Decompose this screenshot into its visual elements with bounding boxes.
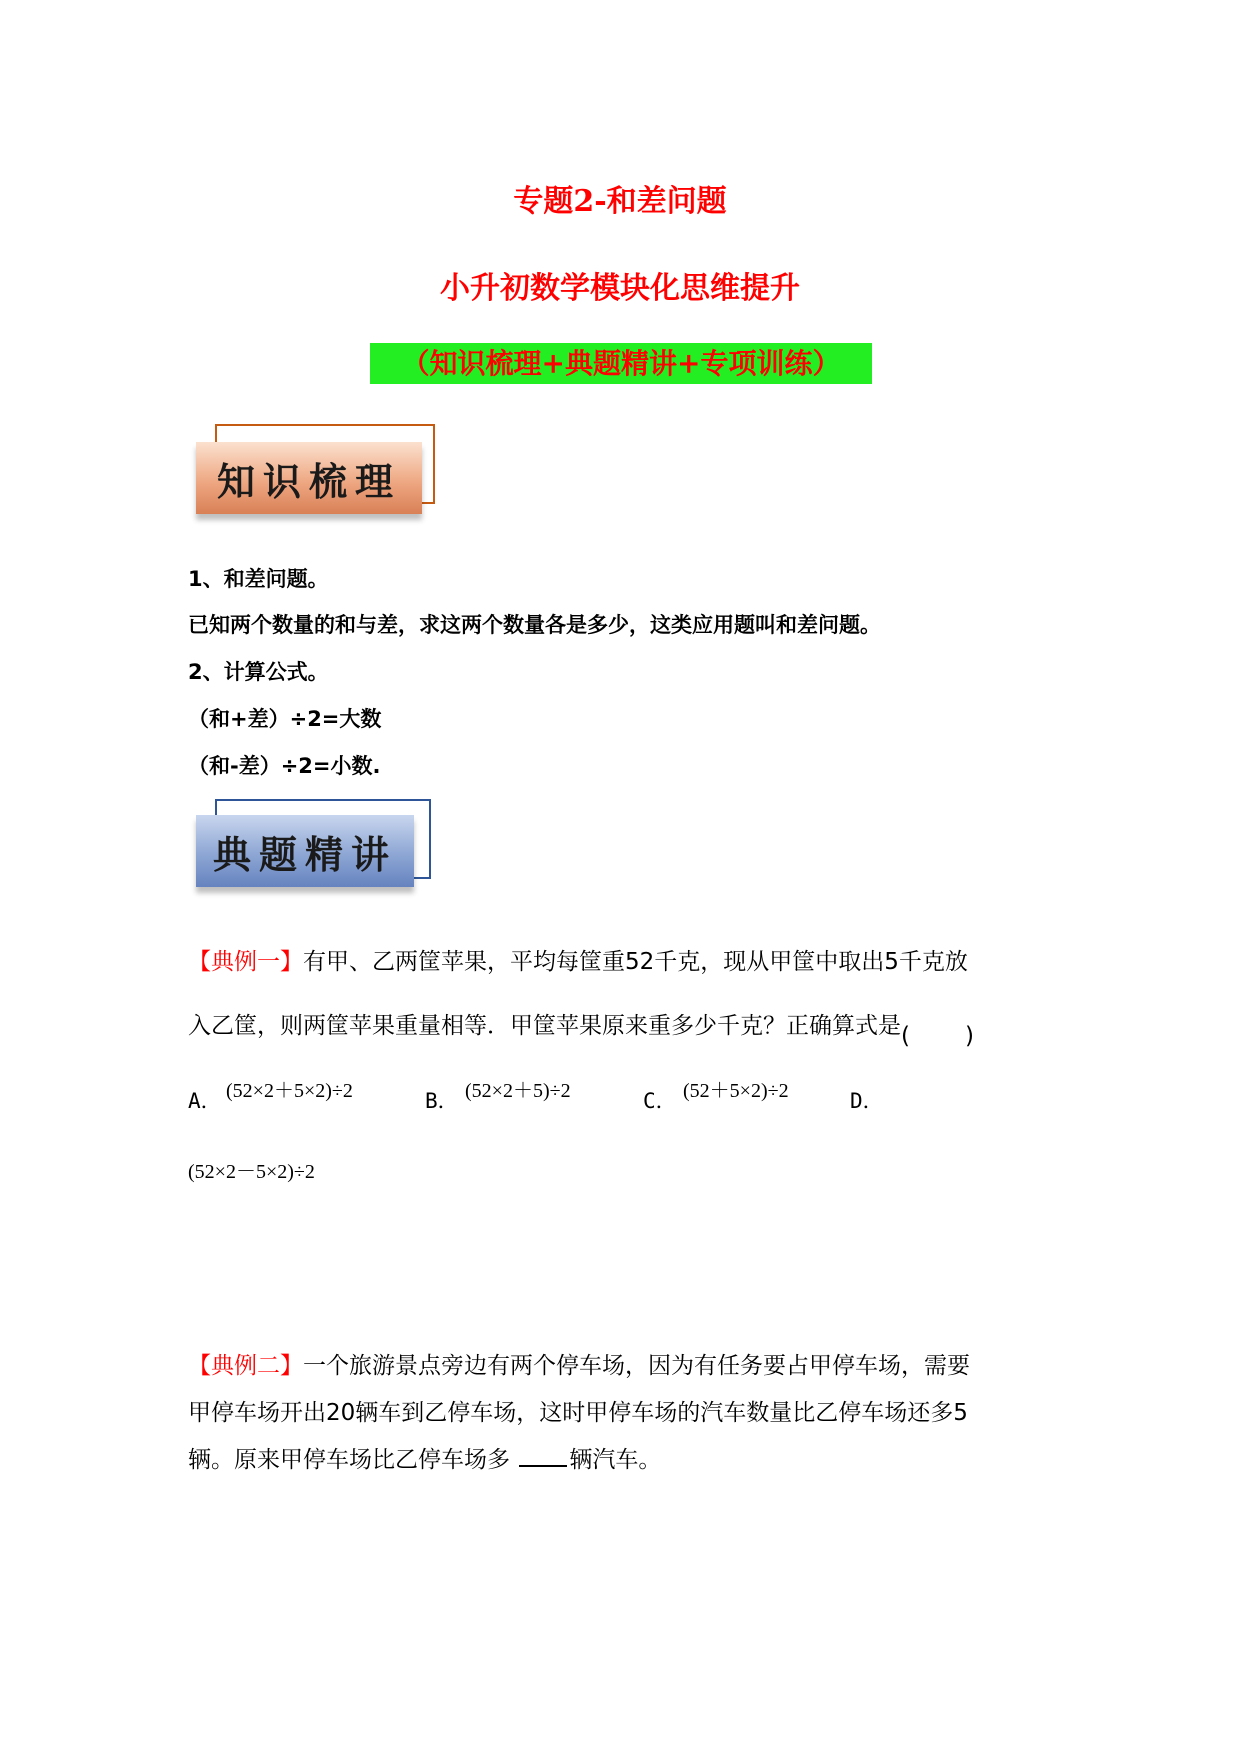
formula-small: （和-差）÷2=小数. <box>188 754 381 778</box>
section-header-knowledge <box>196 424 436 524</box>
example2-line1 <box>188 1347 970 1380</box>
example1-text2: 入乙筐，则两筐苹果重量相等．甲筐苹果原来重多少千克？正确算式是 <box>188 1013 901 1039</box>
section-header-label: 知识梳理 <box>196 442 422 514</box>
option-b-expr: (52×2＋5)÷2 <box>465 1080 571 1102</box>
knowledge-heading-2: 2、计算公式。 <box>188 660 329 684</box>
example2-text3a: 辆。原来甲停车场比乙停车场多 <box>188 1447 518 1473</box>
answer-blank[interactable] <box>519 1445 567 1467</box>
tagline: （知识梳理+典题精讲+专项训练） <box>401 347 841 380</box>
option-a-expr: (52×2＋5×2)÷2 <box>226 1080 353 1102</box>
example1-line1 <box>188 943 968 976</box>
option-a-letter: A． <box>188 1089 222 1113</box>
option-d-expr: (52×2－5×2)÷2 <box>188 1161 315 1183</box>
knowledge-heading-1: 1、和差问题。 <box>188 567 329 591</box>
example1-text1: 有甲、乙两筐苹果，平均每筐重52千克，现从甲筐中取出5千克放 <box>303 949 968 975</box>
page-title: 专题2-和差问题 <box>513 184 727 219</box>
option-c-expr: (52＋5×2)÷2 <box>683 1080 789 1102</box>
example2-line3 <box>188 1441 661 1474</box>
option-c-letter: C． <box>643 1089 677 1113</box>
example2-text3b: 辆汽车。 <box>569 1447 662 1473</box>
section-header-examples <box>196 799 436 899</box>
option-d-letter: D． <box>850 1089 884 1113</box>
section-header-label: 典题精讲 <box>196 815 414 887</box>
page-subtitle: 小升初数学模块化思维提升 <box>440 271 800 306</box>
example1-label: 【典例一】 <box>188 949 303 975</box>
example2-line2: 甲停车场开出20辆车到乙停车场，这时甲停车场的汽车数量比乙停车场还多5 <box>188 1400 968 1426</box>
formula-large: （和+差）÷2=大数 <box>188 707 382 731</box>
example2-label: 【典例二】 <box>188 1353 303 1379</box>
example1-line2: 入乙筐，则两筐苹果重量相等．甲筐苹果原来重多少千克？正确算式是 ( ) <box>188 1013 974 1049</box>
knowledge-paragraph: 已知两个数量的和与差，求这两个数量各是多少，这类应用题叫和差问题。 <box>188 613 881 637</box>
tagline-highlight <box>370 343 872 384</box>
example2-text1: 一个旅游景点旁边有两个停车场，因为有任务要占甲停车场，需要 <box>303 1353 970 1379</box>
option-b-letter: B． <box>425 1089 459 1113</box>
